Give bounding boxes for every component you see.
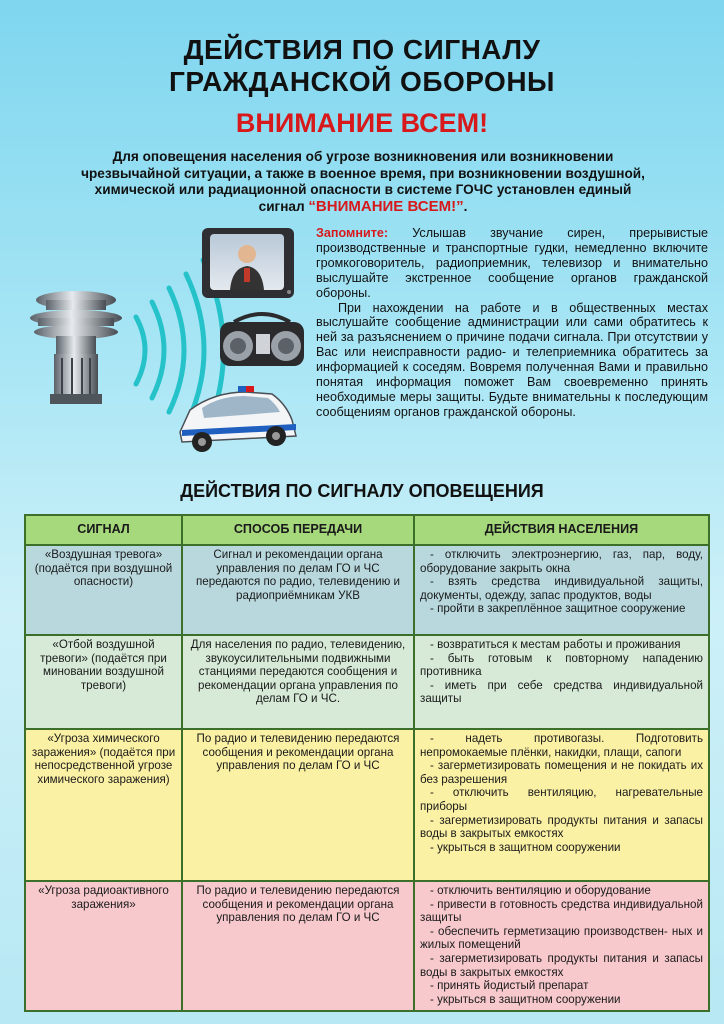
remember-p1: Услышав звучание сирен, прерывистые производственные и транспортные гудки, немедленно включите громкоговоритель, радиоприемник, телевизор и внимательно выслушайте экстренное сообщение органов гражданской обороны. [316, 226, 709, 300]
title-line-2: ГРАЖДАНСКОЙ ОБОРОНЫ [169, 66, 555, 97]
signal-cell: «Угроза радиоактивного заражения» [25, 881, 182, 1011]
header-actions: ДЕЙСТВИЯ НАСЕЛЕНИЯ [414, 515, 709, 545]
action-item: - принять йодистый препарат [430, 979, 589, 993]
method-cell: По радио и телевидению передаются сообщения и рекомендации органа управления по делам ГО и ЧС [182, 729, 414, 881]
action-item: - загерметизировать продукты питания и запасы воды в закрытых емкостях [420, 951, 703, 979]
radio-icon [220, 314, 304, 366]
action-item: - быть готовым к повторному нападению противника [420, 651, 703, 679]
remember-label: Запомните: [316, 226, 389, 240]
action-item: - обеспечить герметизацию производствен- ных и жилых помещений [420, 924, 703, 952]
section-title: ДЕЙСТВИЯ ПО СИГНАЛУ ОПОВЕЩЕНИЯ [180, 481, 544, 501]
actions-cell [414, 635, 709, 729]
header-method: СПОСОБ ПЕРЕДАЧИ [182, 515, 414, 545]
attention-subtitle: ВНИМАНИЕ ВСЕМ! [235, 108, 489, 138]
remember-paragraph-1 [316, 226, 708, 301]
actions-cell [414, 729, 709, 881]
title-line-1: ДЕЙСТВИЯ ПО СИГНАЛУ [183, 34, 541, 65]
action-item: - укрыться в защитном сооружении [430, 840, 621, 854]
intro-end: . [463, 198, 468, 214]
remember-paragraph-2: При нахождении на работе и в общественных местах выслушайте сообщение администрации или сами обратитесь к ней за разъяснением о причине подачи сигнала. При отсутствии у Вас или неисправности радио- и телеприемника обратитесь за информацией к соседям. Вовремя полученная Вами и правильно понятая информация поможет Вам своевременно принять необходимые меры защиты. Будьте внимательны к последующим сообщениям органов гражданской обороны. [316, 300, 708, 419]
table-header-row [25, 515, 709, 545]
action-item: - отключить вентиляцию и оборудование [430, 884, 651, 897]
alert-illustration [24, 222, 314, 472]
siren-icon [30, 291, 122, 404]
action-item: - отключить вентиляцию, нагревательные приборы [420, 786, 703, 813]
signal-cell: «Отбой воздушной тревоги» (подаётся при миновании воздушной тревоги) [25, 635, 182, 729]
poster-title [0, 34, 724, 98]
intro-signal: “ВНИМАНИЕ ВСЕМ!” [308, 197, 464, 215]
table-row-radiation [25, 881, 709, 1011]
action-item: - привести в готовность средства индивидуальной защиты [420, 897, 703, 925]
action-item: - укрыться в защитном сооружении [430, 992, 621, 1006]
table-row-chemical [25, 729, 709, 881]
signal-cell: «Воздушная тревога» (подаётся при воздушной опасности) [25, 545, 182, 635]
signal-cell: «Угроза химического заражения» (подаётся при непосредственной угрозе химического заражения) [25, 729, 182, 881]
method-cell: Сигнал и рекомендации органа управления по делам ГО и ЧС передаются по радио, телевидению и радиоприёмникам УКВ [182, 545, 414, 635]
action-item: - возвратиться к местам работы и проживания [430, 638, 681, 651]
actions-cell [414, 881, 709, 1011]
intro-text: Для оповещения населения об угрозе возникновения или возникновении чрезвычайной ситуации, а также в военное время, при возникновении воздушной, химической или радиационной опасности в системе ГОЧС установлен единый сигнал [81, 149, 645, 214]
actions-cell [414, 545, 709, 635]
method-cell: Для населения по радио, телевидению, звукоусилительными подвижными станциями передаются сообщения и рекомендации органа управления по делам ГО и ЧС. [182, 635, 414, 729]
table-row-air-raid [25, 545, 709, 635]
action-item: - пройти в закреплённое защитное сооружение [430, 602, 686, 616]
header-signal: СИГНАЛ [25, 515, 182, 545]
action-item: - отключить электроэнергию, газ, пар, воду, оборудование закрыть окна [420, 548, 703, 575]
action-item: - взять средства индивидуальной защиты, документы, одежду, запас продуктов, воды [420, 575, 703, 602]
action-item: - надеть противогазы. Подготовить непромокаемые плёнки, накидки, плащи, сапоги [420, 732, 703, 759]
intro-paragraph [78, 149, 648, 215]
action-item: - загерметизировать продукты питания и запасы воды в закрытых емкостях [420, 813, 703, 841]
action-item: - иметь при себе средства индивидуальной защиты [420, 678, 703, 706]
television-icon [202, 228, 294, 298]
method-cell: По радио и телевидению передаются сообщения и рекомендации органа управления по делам ГО и ЧС [182, 881, 414, 1011]
remember-text [316, 226, 708, 420]
table-row-all-clear [25, 635, 709, 729]
signals-table [24, 514, 710, 1012]
action-item: - загерметизировать помещения и не покидать их без разрешения [420, 759, 703, 786]
